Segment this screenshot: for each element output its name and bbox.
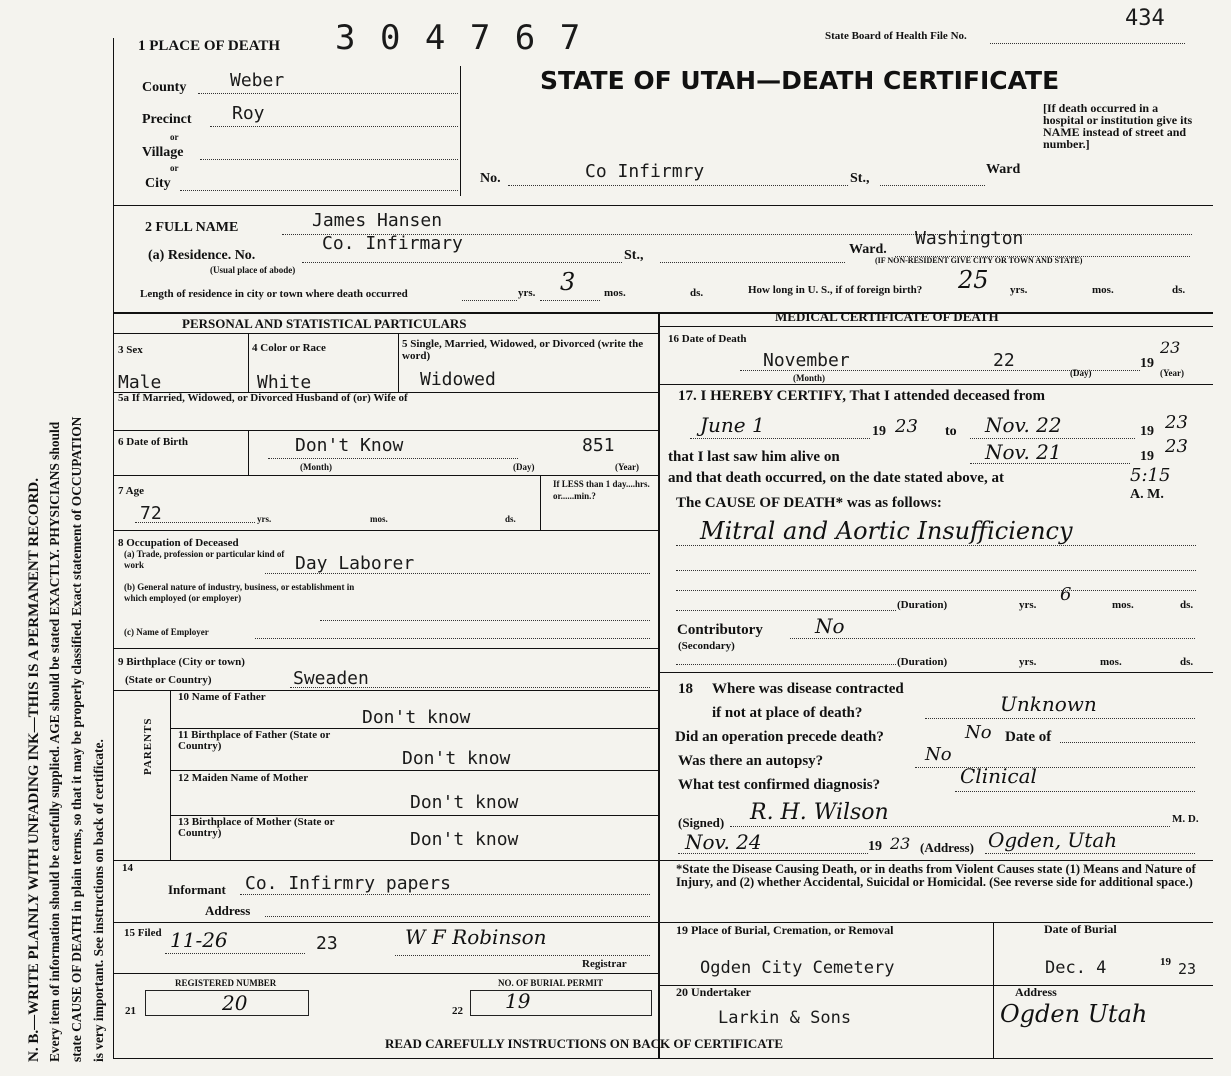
year-prefix: 19 <box>872 424 886 439</box>
item18-label: 18 <box>678 681 693 697</box>
mother-name-value: Don't know <box>410 792 519 813</box>
contributory-value: No <box>815 614 845 638</box>
undertaker-address-value: Ogden Utah <box>1000 1000 1148 1028</box>
residence-value: Co. Infirmary <box>322 233 463 254</box>
year-label: (Year) <box>1160 368 1184 378</box>
side-instructions <box>0 0 120 1076</box>
operation-label: Did an operation precede death? <box>675 729 884 745</box>
age-yrs-label: yrs. <box>257 514 272 524</box>
employer-label: (c) Name of Employer <box>124 627 209 637</box>
registrar-signature: W F Robinson <box>405 925 547 949</box>
test-label: What test confirmed diagnosis? <box>678 777 881 793</box>
age-label: 7 Age <box>118 485 144 497</box>
state-file-label: State Board of Health File No. <box>825 30 967 42</box>
ds-label: ds. <box>1180 656 1194 668</box>
non-resident-note: (IF NON-RESIDENT GIVE CITY OR TOWN AND STATE) <box>875 256 1083 265</box>
yrs-label: yrs. <box>1019 656 1037 668</box>
attended-from-year: 23 <box>895 416 918 437</box>
attended-from: June 1 <box>700 413 765 437</box>
city-label: City <box>145 176 171 191</box>
mos-label: mos. <box>1092 284 1114 296</box>
attended-to-year: 23 <box>1165 412 1188 433</box>
infirmary-value: Co Infirmry <box>585 161 705 182</box>
filed-year: 23 <box>316 933 338 954</box>
signed-label: (Signed) <box>678 815 725 830</box>
undertaker-label: 20 Undertaker <box>676 985 751 999</box>
birthplace-state-label: (State or Country) <box>125 674 212 686</box>
residence-years: 3 <box>560 268 576 296</box>
to-label: to <box>945 424 957 439</box>
informant-label: Informant <box>168 882 226 897</box>
death-year: 23 <box>1160 338 1181 357</box>
age-value: 72 <box>140 503 162 524</box>
burial-place-label: 19 Place of Burial, Cremation, or Removal <box>676 923 894 937</box>
less-than-day-label: If LESS than 1 day....hrs. or......min.? <box>553 479 650 501</box>
year-prefix: 19 <box>1140 424 1154 439</box>
mother-name-label: 12 Maiden Name of Mother <box>178 772 309 784</box>
residence-ward-value: Washington <box>915 228 1024 249</box>
registered-number-label: REGISTERED NUMBER <box>175 978 277 988</box>
death-year-prefix: 19 <box>1140 356 1154 371</box>
undertaker-value: Larkin & Sons <box>718 1008 852 1028</box>
informant-value: Co. Infirmry papers <box>245 873 451 894</box>
residence-street-label: St., <box>624 248 644 263</box>
or-text: or <box>170 163 179 173</box>
occupation-label: 8 Occupation of Deceased <box>118 537 239 549</box>
contributory-label: Contributory <box>677 622 763 638</box>
burial-permit-label: NO. OF BURIAL PERMIT <box>498 978 604 988</box>
side-note-line4: is very important. See instructions on back of certificate. <box>91 739 106 1062</box>
county-label: County <box>142 80 187 95</box>
autopsy-value: No <box>925 744 952 765</box>
burial-permit-value: 19 <box>505 989 531 1013</box>
item14-label: 14 <box>122 862 133 874</box>
hospital-note: [If death occurred in a hospital or institution give its NAME instead of street and number.] <box>1043 101 1193 151</box>
spouse-label: 5a If Married, Widowed, or Divorced Husband of (or) Wife of <box>118 392 408 404</box>
operation-value: No <box>965 722 992 743</box>
ds-label: ds. <box>1172 284 1186 296</box>
yrs-label: yrs. <box>1010 284 1028 296</box>
place-of-death-label: 1 PLACE OF DEATH <box>138 38 281 54</box>
dob-label: 6 Date of Birth <box>118 436 188 448</box>
item21-label: 21 <box>125 1005 136 1017</box>
side-note-line3: state CAUSE OF DEATH in plain terms, so that it may be properly classified. Exact statement of OCCUPATION <box>69 416 84 1062</box>
street-label: St., <box>850 171 870 186</box>
length-residence-label: Length of residence in city or town where death occurred <box>140 288 408 300</box>
personal-heading: PERSONAL AND STATISTICAL PARTICULARS <box>182 316 467 331</box>
cause-of-death: Mitral and Aortic Insufficiency <box>700 517 1073 545</box>
age-ds-label: ds. <box>505 514 516 524</box>
violent-causes-note: *State the Disease Causing Death, or in deaths from Violent Causes state (1) Means and Nature of Injury, and (2) whether Accidental, Suicidal or Homicidal. (See reverse side for additional space.) <box>676 862 1196 889</box>
day-label: (Day) <box>513 462 535 472</box>
burial-year-value: 23 <box>1178 960 1197 978</box>
death-month: November <box>763 350 850 371</box>
precinct-label: Precinct <box>142 112 192 127</box>
duration-years: 6 <box>1060 584 1072 605</box>
date-of-death-label: 16 Date of Death <box>668 333 747 345</box>
marital-value: Widowed <box>420 369 496 390</box>
medical-heading: MEDICAL CERTIFICATE OF DEATH <box>775 309 999 324</box>
birthplace-label: 9 Birthplace (City or town) <box>118 656 245 668</box>
mos-label: mos. <box>1100 656 1122 668</box>
parents-label: PARENTS <box>142 717 154 775</box>
filed-label: 15 Filed <box>124 927 162 939</box>
full-name-value: James Hansen <box>312 210 443 231</box>
physician-signature: R. H. Wilson <box>750 800 889 825</box>
physician-address: Ogden, Utah <box>988 828 1118 852</box>
color-value: White <box>257 372 312 393</box>
year-prefix: 19 <box>1160 956 1171 968</box>
sign-year: 23 <box>890 834 911 853</box>
sign-date: Nov. 24 <box>685 830 762 854</box>
no-label: No. <box>480 171 501 186</box>
mother-birthplace-label: 13 Birthplace of Mother (State or Country) <box>178 816 335 839</box>
month-label: (Month) <box>300 462 332 472</box>
year-prefix: 19 <box>1140 449 1154 464</box>
father-birthplace-label: 11 Birthplace of Father (State or Country) <box>178 729 331 752</box>
side-note-line2: Every item of information should be carefully supplied. AGE should be stated EXACTLY. PHYSICIANS should <box>47 421 62 1062</box>
md-label: M. D. <box>1172 813 1199 825</box>
mos-label: mos. <box>1112 599 1134 611</box>
age-mos-label: mos. <box>370 514 388 524</box>
yrs-label: yrs. <box>1019 599 1037 611</box>
day-label: (Day) <box>1070 368 1092 378</box>
ds-label: ds. <box>1180 599 1194 611</box>
last-saw-year: 23 <box>1165 436 1188 457</box>
yrs-label: yrs. <box>518 287 536 299</box>
occupation-value: Day Laborer <box>295 553 415 574</box>
filed-date: 11-26 <box>170 928 228 952</box>
color-label: 4 Color or Race <box>252 342 326 354</box>
attended-to: Nov. 22 <box>985 413 1062 437</box>
test-value: Clinical <box>960 764 1037 788</box>
physician-address-label: (Address) <box>920 840 974 855</box>
death-day: 22 <box>993 350 1015 371</box>
informant-address-label: Address <box>205 903 251 918</box>
county-value: Weber <box>230 70 285 91</box>
last-saw-label: that I last saw him alive on <box>668 449 840 465</box>
registrar-label: Registrar <box>582 958 627 970</box>
mos-label: mos. <box>604 287 626 299</box>
cause-label: The CAUSE OF DEATH* was as follows: <box>676 495 942 511</box>
duration-label: (Duration) <box>897 656 948 668</box>
state-file-number: 434 <box>1125 6 1165 31</box>
father-name-label: 10 Name of Father <box>178 691 266 703</box>
death-time: 5:15 <box>1130 465 1171 486</box>
mother-birthplace-value: Don't know <box>410 829 519 850</box>
usual-abode-label: (Usual place of abode) <box>210 265 296 275</box>
sex-value: Male <box>118 372 162 393</box>
undertaker-address-label: Address <box>1015 985 1057 999</box>
am-label: A. M. <box>1130 487 1164 502</box>
dob-value: Don't Know <box>295 435 404 456</box>
month-label: (Month) <box>793 373 825 383</box>
burial-permit-box <box>470 990 652 1016</box>
burial-place-value: Ogden City Cemetery <box>700 958 895 978</box>
or-text: or <box>170 132 179 142</box>
residence-ward-label: Ward. <box>849 242 887 257</box>
birthplace-value: Sweaden <box>293 668 369 689</box>
where-contracted-value: Unknown <box>1000 692 1097 716</box>
dob-year-value: 851 <box>582 435 615 456</box>
autopsy-label: Was there an autopsy? <box>678 753 824 769</box>
certificate-title: STATE OF UTAH—DEATH CERTIFICATE <box>540 66 1060 95</box>
certificate-number: 3 0 4 7 6 7 <box>335 18 583 58</box>
sex-label: 3 Sex <box>118 344 143 356</box>
secondary-label: (Secondary) <box>678 640 735 652</box>
date-of-label: Date of <box>1005 729 1052 745</box>
side-note-line1: N. B.—WRITE PLAINLY WITH UNFADING INK—THIS IS A PERMANENT RECORD. <box>26 478 42 1062</box>
burial-date-value: Dec. 4 <box>1045 958 1107 978</box>
ds-label: ds. <box>690 287 704 299</box>
where-contracted-label: Where was disease contracted <box>712 681 904 697</box>
if-not-label: if not at place of death? <box>712 705 863 721</box>
full-name-label: 2 FULL NAME <box>145 220 239 235</box>
year-prefix: 19 <box>868 839 882 854</box>
ward-label: Ward <box>986 162 1021 177</box>
precinct-value: Roy <box>232 103 265 124</box>
father-birthplace-value: Don't know <box>402 748 511 769</box>
last-saw-date: Nov. 21 <box>985 440 1062 464</box>
duration-label: (Duration) <box>897 599 948 611</box>
footer-instructions: READ CAREFULLY INSTRUCTIONS ON BACK OF CERTIFICATE <box>385 1036 784 1051</box>
village-label: Village <box>142 145 184 160</box>
item22-label: 22 <box>452 1005 463 1017</box>
foreign-birth-label: How long in U. S., if of foreign birth? <box>748 284 923 296</box>
residence-label: (a) Residence. No. <box>148 248 256 263</box>
burial-date-label: Date of Burial <box>1044 922 1117 936</box>
foreign-years: 25 <box>958 266 989 294</box>
occupation-b-label: (b) General nature of industry, business, or establishment in which employed (or employer) <box>124 582 355 603</box>
marital-label: 5 Single, Married, Widowed, or Divorced (write the word) <box>402 338 644 362</box>
year-label: (Year) <box>615 462 639 472</box>
registered-number-value: 20 <box>222 991 248 1015</box>
occupation-a-label: (a) Trade, profession or particular kind of work <box>124 549 285 570</box>
death-time-label: and that death occurred, on the date stated above, at <box>668 470 1004 486</box>
father-name-value: Don't know <box>362 707 471 728</box>
certify-label: 17. I HEREBY CERTIFY, That I attended deceased from <box>678 388 1046 404</box>
